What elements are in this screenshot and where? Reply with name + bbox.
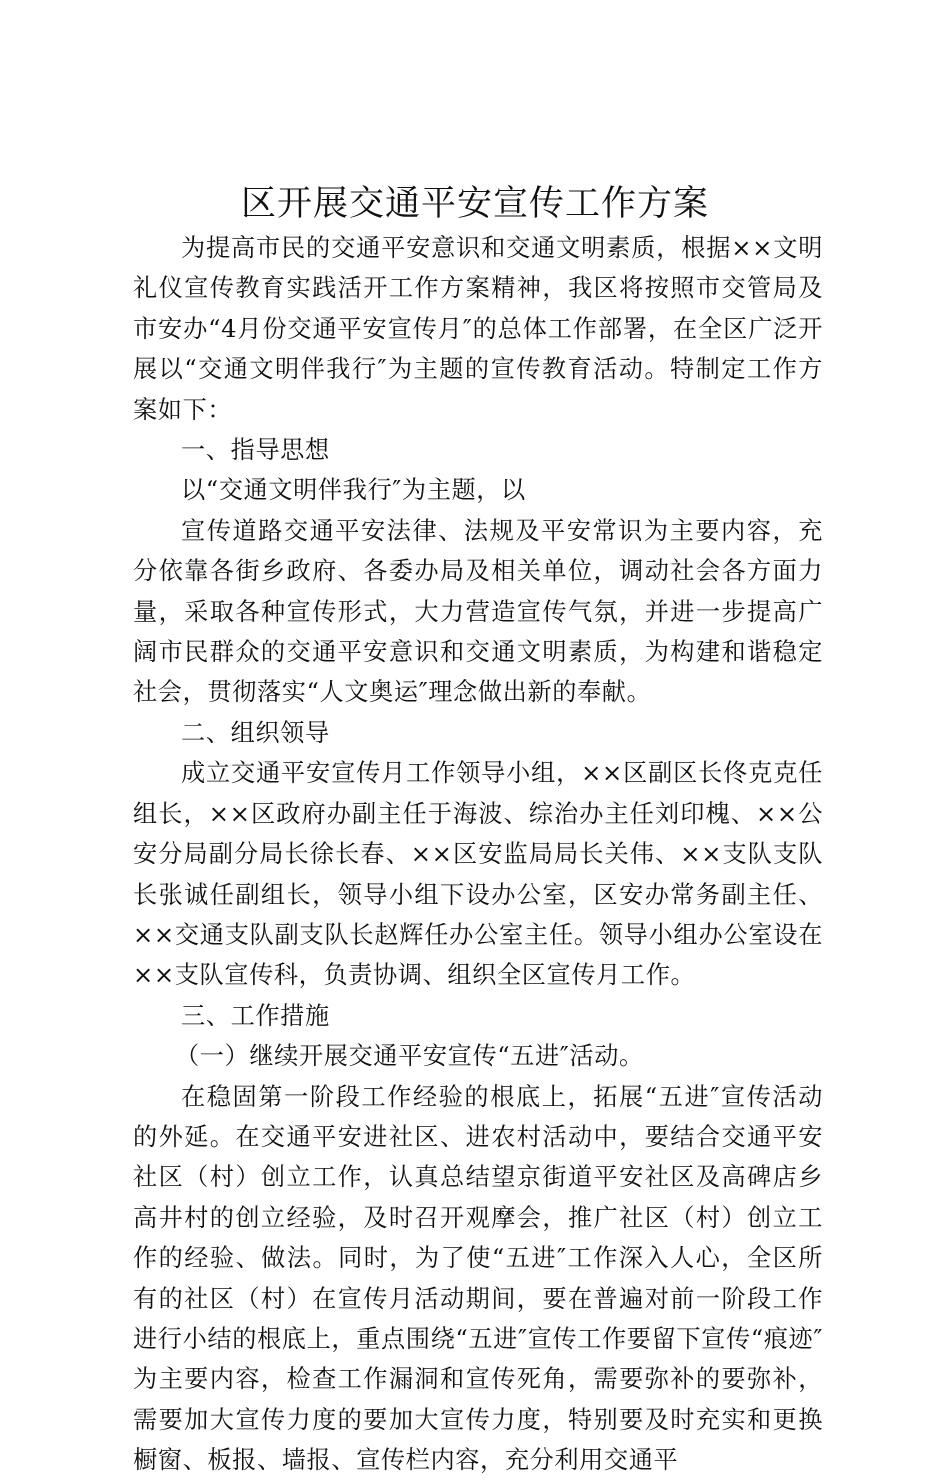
body-paragraph: 以“交通文明伴我行″为主题，以: [181, 476, 526, 505]
document-body: [133, 228, 823, 1481]
section-heading-guiding-thought: 一、指导思想: [181, 436, 330, 465]
body-paragraph: 宣传道路交通平安法律、法规及平安常识为主要内容，充分依靠各街乡政府、各委办局及相关单位，调动社会各方面力量，采取各种宣传形式，大力营造宣传气氛，并进一步提高广阔市民群众的交通平安意识和交通文明素质，为构建和谐稳定社会，贯彻落实“人文奥运″理念做出新的奉献。: [133, 516, 823, 707]
section-heading-organization: 二、组织领导: [181, 718, 330, 747]
body-paragraph: 在稳固第一阶段工作经验的根底上，拓展“五进″宣传活动的外延。在交通平安进社区、进农村活动中，要结合交通平安社区（村）创立工作，认真总结望京街道平安社区及高碑店乡高井村的创立经验，及时召开观摩会，推广社区（村）创立工作的经验、做法。同时，为了使“五进″工作深入人心，全区所有的社区（村）在宣传月活动期间，要在普遍对前一阶段工作进行小结的根底上，重点围绕“五进″宣传工作要留下宣传“痕迹″为主要内容，检查工作漏洞和宣传死角，需要弥补的要弥补，需要加大宣传力度的要加大宣传力度，特别要及时充实和更换橱窗、板报、墙报、宣传栏内容，充分利用交通平: [133, 1082, 823, 1475]
intro-paragraph: 为提高市民的交通平安意识和交通文明素质，根据××文明礼仪宣传教育实践活开工作方案精神，我区将按照市交管局及市安办“4月份交通平安宣传月″的总体工作部署，在全区广泛开展以“交通文明伴我行″为主题的宣传教育活动。特制定工作方案如下：: [133, 234, 823, 424]
section-heading-measures: 三、工作措施: [181, 1001, 330, 1030]
document-title: 区开展交通平安宣传工作方案: [240, 184, 709, 224]
body-paragraph: 成立交通平安宣传月工作领导小组，××区副区长佟克克任组长，××区政府办副主任于海波、综治办主任刘印槐、××公安分局副分局长徐长春、××区安监局局长关伟、××支队支队长张诚任副组长，领导小组下设办公室，区安办常务副主任、××交通支队副支队长赵辉任办公室主任。领导小组办公室设在××支队宣传科，负责协调、组织全区宣传月工作。: [133, 759, 823, 990]
subsection-heading-five-entries: （一）继续开展交通平安宣传“五进″活动。: [175, 1042, 644, 1071]
